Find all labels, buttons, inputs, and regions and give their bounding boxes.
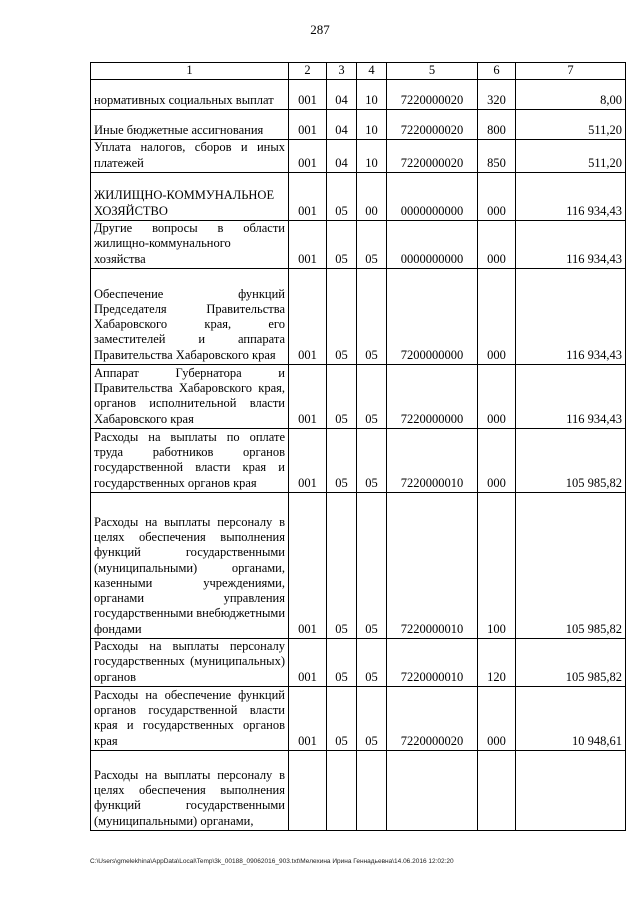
row-code-target: 0000000000 <box>387 172 478 220</box>
row-code-target: 7220000020 <box>387 686 478 750</box>
row-code-admin: 001 <box>289 686 327 750</box>
row-amount <box>516 750 626 830</box>
row-code-target: 7220000020 <box>387 140 478 173</box>
col-header-7: 7 <box>516 63 626 80</box>
col-header-6: 6 <box>478 63 516 80</box>
page-number: 287 <box>310 22 330 37</box>
row-code-expense-type: 000 <box>478 686 516 750</box>
row-code-admin <box>289 750 327 830</box>
col-header-4: 4 <box>357 63 387 80</box>
footer-file-path: C:\Users\gmelekhina\AppData\Local\Temp\3k_00188_09062016_903.txt\Мелехина Ирина Геннадьевна\14.06.2016 12:02:20 <box>90 858 454 865</box>
row-code-admin: 001 <box>289 364 327 428</box>
row-code-admin: 001 <box>289 172 327 220</box>
row-code-target: 7220000010 <box>387 638 478 686</box>
row-code-expense-type: 100 <box>478 492 516 638</box>
row-code-admin: 001 <box>289 110 327 140</box>
row-amount: 511,20 <box>516 140 626 173</box>
row-code-subsection: 05 <box>357 220 387 268</box>
row-code-section: 05 <box>327 638 357 686</box>
table-row <box>91 686 626 750</box>
table-row <box>91 750 626 830</box>
row-code-expense-type: 800 <box>478 110 516 140</box>
row-code-expense-type <box>478 750 516 830</box>
row-description: Расходы на выплаты персоналу в целях обеспечения выполнения функций государственными (муниципальными) органами, казенными учреждениями, органами управления государственными внебюджетными фондами <box>91 492 289 638</box>
row-code-subsection: 10 <box>357 140 387 173</box>
row-description: нормативных социальных выплат <box>91 80 289 110</box>
col-header-5: 5 <box>387 63 478 80</box>
row-code-subsection <box>357 750 387 830</box>
table-row <box>91 80 626 110</box>
table-row <box>91 428 626 492</box>
budget-table <box>90 62 626 831</box>
row-amount: 511,20 <box>516 110 626 140</box>
table-row <box>91 492 626 638</box>
table-row <box>91 220 626 268</box>
row-code-admin: 001 <box>289 492 327 638</box>
row-amount: 105 985,82 <box>516 638 626 686</box>
row-code-expense-type: 000 <box>478 172 516 220</box>
row-code-subsection: 10 <box>357 110 387 140</box>
row-code-subsection: 05 <box>357 428 387 492</box>
row-code-target: 7220000010 <box>387 428 478 492</box>
row-amount: 105 985,82 <box>516 428 626 492</box>
row-code-expense-type: 000 <box>478 268 516 364</box>
row-code-admin: 001 <box>289 638 327 686</box>
row-code-section <box>327 750 357 830</box>
table-row <box>91 172 626 220</box>
table-row <box>91 268 626 364</box>
row-code-subsection: 05 <box>357 686 387 750</box>
row-code-target: 7220000020 <box>387 80 478 110</box>
row-description: Уплата налогов, сборов и иных платежей <box>91 140 289 173</box>
table-header-row <box>91 63 626 80</box>
row-code-expense-type: 000 <box>478 428 516 492</box>
row-amount: 8,00 <box>516 80 626 110</box>
row-description: ЖИЛИЩНО-КОММУНАЛЬНОЕ ХОЗЯЙСТВО <box>91 172 289 220</box>
row-code-section: 05 <box>327 172 357 220</box>
row-description: Расходы на выплаты персоналу в целях обеспечения выполнения функций государственными (муниципальными) органами, <box>91 750 289 830</box>
row-amount: 116 934,43 <box>516 172 626 220</box>
row-code-admin: 001 <box>289 428 327 492</box>
row-amount: 116 934,43 <box>516 268 626 364</box>
row-description: Расходы на обеспечение функций органов государственной власти края и государственных органов края <box>91 686 289 750</box>
row-code-subsection: 05 <box>357 268 387 364</box>
row-code-section: 04 <box>327 80 357 110</box>
row-code-expense-type: 000 <box>478 220 516 268</box>
row-description: Расходы на выплаты по оплате труда работников органов государственной власти края и государственных органов края <box>91 428 289 492</box>
row-code-subsection: 05 <box>357 638 387 686</box>
row-code-section: 04 <box>327 110 357 140</box>
col-header-3: 3 <box>327 63 357 80</box>
row-description: Расходы на выплаты персоналу государственных (муниципальных) органов <box>91 638 289 686</box>
col-header-1: 1 <box>91 63 289 80</box>
row-code-expense-type: 120 <box>478 638 516 686</box>
row-code-expense-type: 320 <box>478 80 516 110</box>
row-code-admin: 001 <box>289 220 327 268</box>
row-amount: 116 934,43 <box>516 220 626 268</box>
row-code-admin: 001 <box>289 268 327 364</box>
row-code-section: 05 <box>327 428 357 492</box>
table-row <box>91 364 626 428</box>
row-code-subsection: 05 <box>357 364 387 428</box>
row-description: Обеспечение функций Председателя Правительства Хабаровского края, его заместителей и аппарата Правительства Хабаровского края <box>91 268 289 364</box>
row-code-subsection: 05 <box>357 492 387 638</box>
row-code-target: 7200000000 <box>387 268 478 364</box>
row-code-target: 7220000020 <box>387 110 478 140</box>
row-code-expense-type: 000 <box>478 364 516 428</box>
row-code-section: 05 <box>327 220 357 268</box>
row-code-section: 05 <box>327 492 357 638</box>
row-code-subsection: 10 <box>357 80 387 110</box>
row-code-target: 0000000000 <box>387 220 478 268</box>
row-code-target <box>387 750 478 830</box>
row-code-section: 05 <box>327 686 357 750</box>
row-code-admin: 001 <box>289 80 327 110</box>
row-amount: 10 948,61 <box>516 686 626 750</box>
row-amount: 105 985,82 <box>516 492 626 638</box>
row-description: Другие вопросы в области жилищно-коммунального хозяйства <box>91 220 289 268</box>
table-row <box>91 140 626 173</box>
row-code-section: 05 <box>327 268 357 364</box>
row-code-expense-type: 850 <box>478 140 516 173</box>
col-header-2: 2 <box>289 63 327 80</box>
table-row <box>91 110 626 140</box>
row-description: Аппарат Губернатора и Правительства Хабаровского края, органов исполнительной власти Хабаровского края <box>91 364 289 428</box>
row-amount: 116 934,43 <box>516 364 626 428</box>
table-row <box>91 638 626 686</box>
row-code-section: 05 <box>327 364 357 428</box>
row-code-subsection: 00 <box>357 172 387 220</box>
row-description: Иные бюджетные ассигнования <box>91 110 289 140</box>
row-code-target: 7220000010 <box>387 492 478 638</box>
row-code-section: 04 <box>327 140 357 173</box>
row-code-admin: 001 <box>289 140 327 173</box>
row-code-target: 7220000000 <box>387 364 478 428</box>
